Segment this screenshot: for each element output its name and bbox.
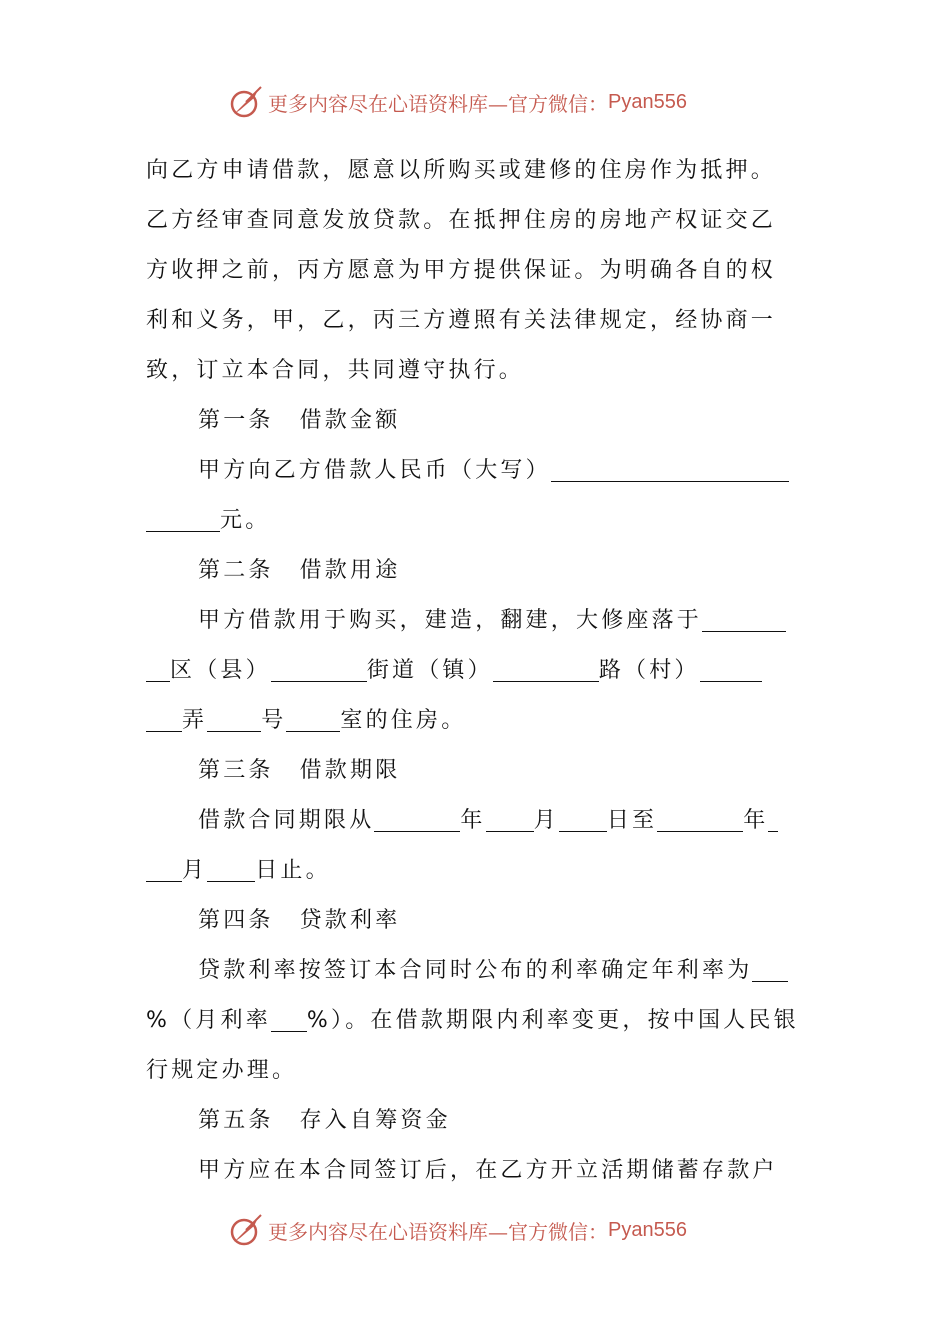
paragraph-line: 利和义务，甲，乙，丙三方遵照有关法律规定，经协商一 [146,308,777,333]
paragraph-line: 致，订立本合同，共同遵守执行。 [146,358,525,383]
road-label: 路（村） [598,658,700,683]
location-blank[interactable] [702,601,786,632]
article-number: 第五条 [198,1108,274,1133]
lane-blank[interactable] [700,651,762,682]
end-day-blank[interactable] [207,851,255,882]
paragraph-line: 乙方经审查同意发放贷款。在抵押住房的房地产权证交乙 [146,208,777,233]
article-3-line [146,796,808,846]
article-title: 借款金额 [299,408,401,433]
article-title: 贷款利率 [299,908,401,933]
district-label: 区（县） [170,658,271,683]
month-label: 月 [533,808,559,833]
paragraph-line: 行规定办理。 [146,1058,298,1083]
article-5-heading [146,1096,808,1146]
number-blank[interactable] [207,701,261,732]
street-blank[interactable] [271,651,367,682]
end-label: 日止。 [255,858,331,883]
watermark-header [228,84,748,120]
article-number: 第四条 [198,908,274,933]
paragraph-line: 方收押之前，丙方愿意为甲方提供保证。为明确各自的权 [146,258,777,283]
currency-unit: 元。 [220,508,271,533]
loan-amount-blank[interactable] [551,451,789,482]
room-blank[interactable] [286,701,340,732]
number-label: 号 [261,708,287,733]
article-title: 借款用途 [299,558,401,583]
paragraph-line: 向乙方申请借款，愿意以所购买或建修的住房作为抵押。 [146,158,777,183]
term-label: 借款合同期限从 [198,808,375,833]
monthly-rate-blank[interactable] [271,1001,307,1032]
article-number: 第一条 [198,408,274,433]
lane-blank-cont[interactable] [146,701,182,732]
end-year-blank[interactable] [657,801,743,832]
end-month-blank-cont[interactable] [146,851,182,882]
paragraph-line: 甲方应在本合同签订后，在乙方开立活期储蓄存款户 [198,1158,778,1183]
article-number: 第三条 [198,758,274,783]
watermark-wechat-id: Pyan556 [608,1218,687,1241]
start-month-blank[interactable] [486,801,534,832]
article-1-heading [146,396,808,446]
start-day-blank[interactable] [559,801,607,832]
article-2-line [146,646,808,696]
lane-label: 弄 [182,708,208,733]
article-4-heading [146,896,808,946]
article-number: 第二条 [198,558,274,583]
article-title: 借款期限 [299,758,401,783]
watermark-text: 更多内容尽在心语资料库—官方微信： [268,91,608,116]
year-label: 年 [460,808,486,833]
street-label: 街道（镇） [366,658,493,683]
interest-rate-text: 贷款利率按签订本合同时公布的利率确定年利率为 [198,958,753,983]
watermark-text: 更多内容尽在心语资料库—官方微信： [268,1219,608,1244]
article-4-line [146,946,808,996]
contract-body [146,146,808,1196]
article-2-line [146,696,808,746]
article-3-line [146,846,808,896]
article-2-heading [146,546,808,596]
day-to-label: 日至 [606,808,658,833]
quill-logo-icon [228,1212,264,1248]
article-1-line [146,496,808,546]
watermark-footer [228,1212,748,1248]
article-1-line [146,446,808,496]
watermark-wechat-id: Pyan556 [608,90,687,113]
district-blank[interactable] [146,651,170,682]
end-month-blank[interactable] [768,801,778,832]
road-blank[interactable] [493,651,599,682]
rate-change-text: %）。在借款期限内利率变更，按中国人民银 [306,1008,799,1033]
annual-rate-blank[interactable] [752,951,788,982]
room-label: 室的住房。 [340,708,467,733]
month-label: 月 [182,858,208,883]
loan-amount-blank-cont[interactable] [146,501,220,532]
loan-amount-label: 甲方向乙方借款人民币（大写） [198,458,551,483]
quill-logo-icon [228,84,264,120]
article-title: 存入自筹资金 [299,1108,451,1133]
loan-purpose-label: 甲方借款用于购买，建造，翻建，大修座落于 [198,608,703,633]
article-2-line [146,596,808,646]
start-year-blank[interactable] [374,801,460,832]
article-4-line [146,996,808,1046]
year-label: 年 [743,808,769,833]
article-3-heading [146,746,808,796]
monthly-rate-label: %（月利率 [146,1008,271,1033]
